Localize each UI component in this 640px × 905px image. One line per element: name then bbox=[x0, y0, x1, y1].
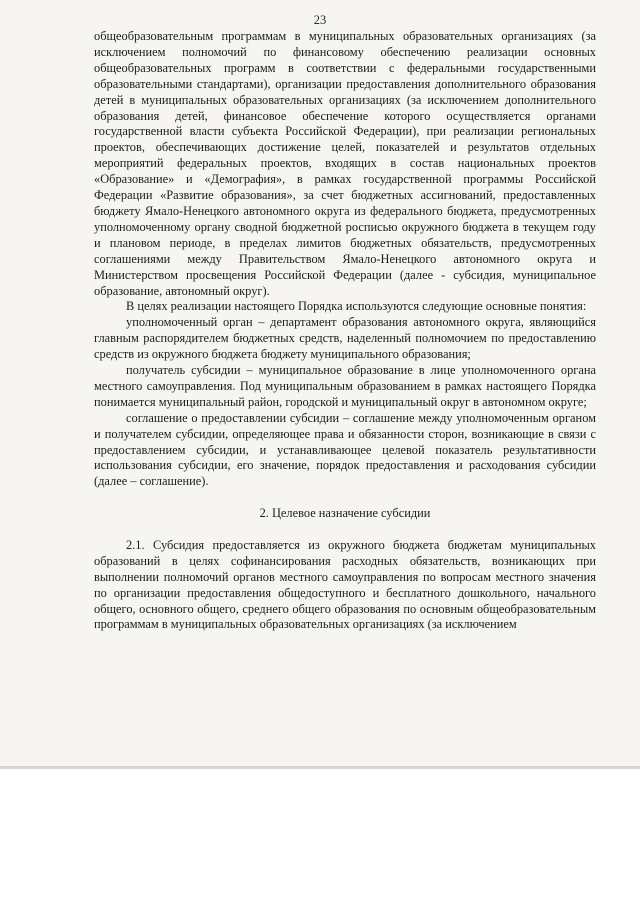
paragraph-continuation: общеобразовательным программам в муниципальных образовательных организациях (за исключением полномочий по финансовому обеспечению реализации основных общеобразовательных программ в соответствии с федеральными государственными образовательными стандартами), организации предоставления дополнительного образования детей в муниципальных образовательных организациях (за исключением дополнительного образования детей, финансовое обеспечение которого осуществляется органами государственной власти субъекта Российской Федерации), при реализации региональных проектов, обеспечивающих достижение целей, показателей и результатов отдельных мероприятий федеральных проектов, входящих в состав национальных проектов «Образование» и «Демография», в рамках государственной программы Российской Федерации «Развитие образования», за счет бюджетных ассигнований, предоставленных бюджету Ямало-Ненецкого автономного округа из федерального бюджета, предусмотренных уполномоченному органу сводной бюджетной росписью окружного бюджета в текущем году и плановом периоде, в пределах лимитов бюджетных обязательств, предусмотренных соглашениями между Правительством Ямало-Ненецкого автономного округа и Министерством просвещения Российской Федерации (далее - субсидия, муниципальное образование, автономный округ). bbox=[94, 29, 596, 298]
page-number: 23 bbox=[313, 13, 327, 27]
paragraph-definition-recipient: получатель субсидии – муниципальное образование в лице уполномоченного органа местного самоуправления. Под муниципальным образованием в рамках настоящего Порядка понимается муниципальный район, городской и муниципальный округ в автономном округе; bbox=[94, 363, 596, 409]
paragraph-definitions-intro: В целях реализации настоящего Порядка используются следующие основные понятия: bbox=[126, 299, 587, 314]
paragraph-2-1: 2.1. Субсидия предоставляется из окружного бюджета бюджетам муниципальных образований в целях софинансирования расходных обязательств, возникающих при выполнении полномочий органов местного самоуправления по вопросам местного значения по организации предоставления общедоступного и бесплатного дошкольного, начального общего, основного общего, среднего общего образования по основным общеобразовательным программам в муниципальных образовательных организациях (за исключением bbox=[94, 537, 596, 632]
paragraph-definition-authorized-body: уполномоченный орган – департамент образования автономного округа, являющийся главным распорядителем бюджетных средств, наделенный полномочием по предоставлению средств из окружного бюджета бюджету муниципального образования; bbox=[94, 315, 596, 362]
document-body bbox=[94, 29, 596, 633]
spacer bbox=[94, 490, 596, 506]
page-edge-shadow bbox=[0, 766, 640, 769]
section-title: 2. Целевое назначение субсидии bbox=[259, 506, 431, 521]
paragraph-definition-agreement: соглашение о предоставлении субсидии – соглашение между уполномоченным органом и получателем субсидии, определяющее права и обязанности сторон, возникающие в связи с предоставлением субсидии, и устанавливающее целевой показатель результативности использования субсидии, его значение, порядок предоставления и расходования субсидии (далее – соглашение). bbox=[94, 410, 596, 489]
spacer bbox=[94, 522, 596, 538]
